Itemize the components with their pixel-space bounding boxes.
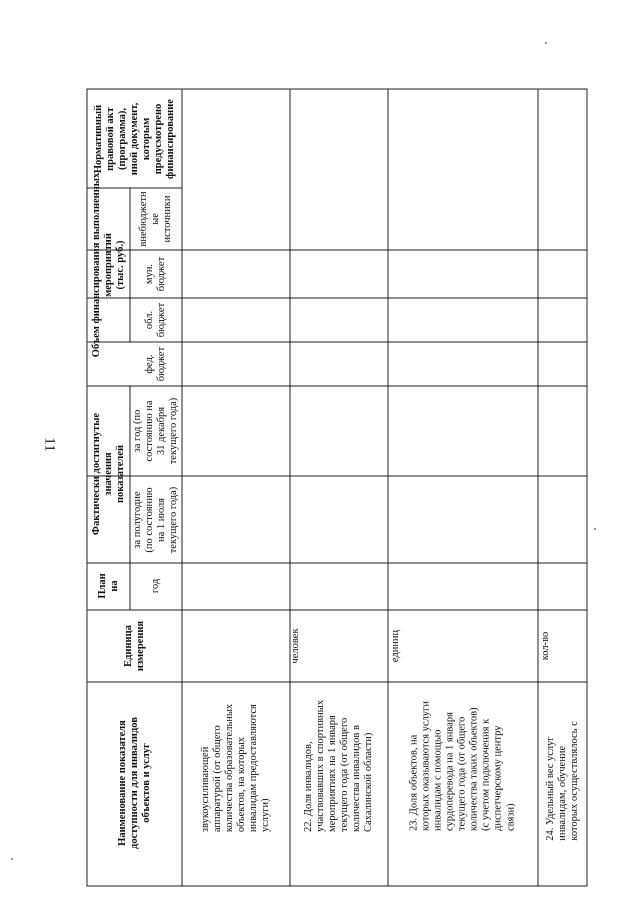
row-name-1: звукоусиливающей аппаратурой (от общего количества образовательных объектов, на которых инвалидам предоставляются услуги)	[199, 703, 272, 833]
scan-speck	[594, 528, 596, 530]
header-actual-group: Фактически достигнутые значения показателей	[90, 412, 127, 536]
row-unit-4: кол-во	[539, 631, 551, 661]
header-full-year: за год (по состоянию на 31 декабря текущего года)	[131, 397, 180, 465]
header-legal-act: Нормативный правовой акт (программа), иной документ, которым предусмотрено финансирование	[92, 99, 177, 179]
header-fed-budget: фед. бюджет	[143, 346, 167, 382]
header-mun-budget: мун. бюджет	[143, 256, 167, 292]
scan-speck	[545, 42, 547, 44]
header-half-year: за полугодие (по состоянию на 1 июля текущего года)	[131, 486, 180, 554]
header-plan-group: План на	[96, 573, 120, 599]
row-name-2: 22. Доля инвалидов, участвовавших в спортивных мероприятиях на 1 января текущего года (от общего количества инвалидов в Сахалинской области)	[302, 700, 375, 832]
header-funding-group: Объем финансирования выполненных мероприятий (тыс. руб.)	[90, 172, 127, 358]
header-extra-budget: внебюджетн ые источники	[137, 191, 174, 247]
header-unit: Единица измерения	[122, 620, 146, 672]
row-name-3: 23. Доля объектов, на которых оказываются услуги инвалидам с помощью сурдоперевода на 1 января текущего года (от общего количества таких объектов) (с учетом подключения к диспетчерскому центру связи)	[408, 701, 517, 831]
header-obl-budget: обл. бюджет	[143, 302, 167, 338]
scan-speck	[11, 858, 13, 860]
row-unit-2: человек	[289, 628, 301, 664]
header-plan-year: год	[149, 578, 161, 594]
page-number: 11	[41, 437, 58, 452]
row-unit-3: единиц	[389, 629, 401, 663]
row-name-4: 24. Удельный вес услуг инвалидам, обучение которых осуществлялось с	[544, 721, 581, 841]
header-indicator-name: Наименование показателя доступности для инвалидов объектов и услуг	[116, 717, 153, 849]
